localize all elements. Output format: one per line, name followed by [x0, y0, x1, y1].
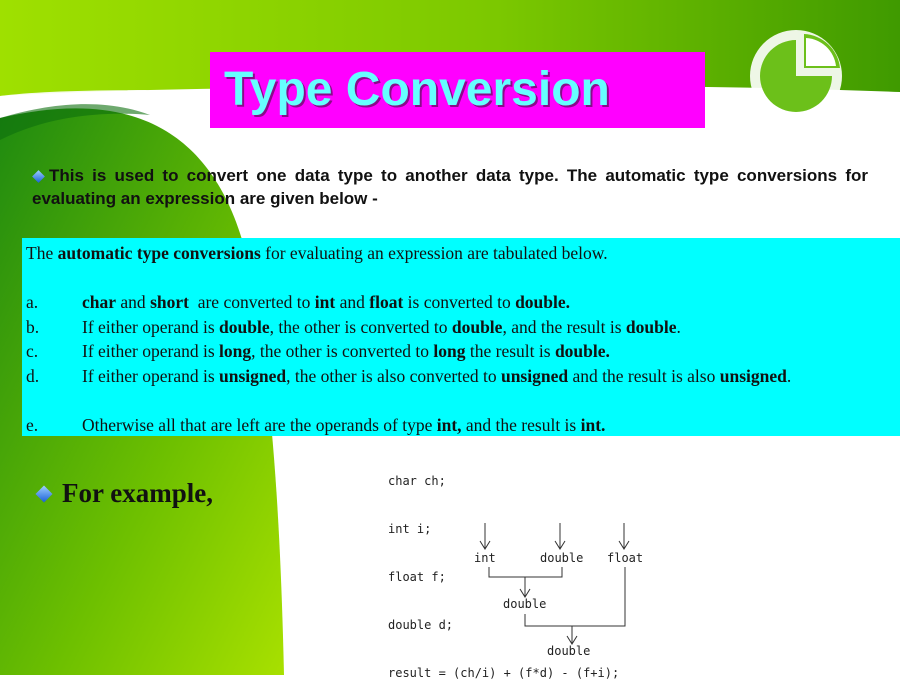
tree-node-intermediate-double: double	[503, 597, 547, 611]
rule-letter: d.	[26, 366, 40, 386]
text-fragment: .	[786, 366, 792, 386]
rule-text	[82, 413, 898, 437]
example-label-text: For example,	[62, 478, 213, 508]
text-fragment: and the result is also	[568, 366, 720, 386]
diamond-bullet-icon	[32, 170, 45, 183]
bold-term: automatic type conversions	[57, 243, 261, 263]
rule-text	[82, 339, 898, 363]
text-fragment: for evaluating an expression are tabulated below.	[260, 243, 608, 263]
text-fragment: , and the result is	[502, 317, 626, 337]
tree-node-float: float	[607, 551, 644, 565]
intro-paragraph	[32, 164, 868, 210]
rule-letter: a.	[26, 292, 39, 312]
tree-node-result-double: double	[547, 644, 591, 658]
bold-term: long	[219, 341, 252, 361]
text-fragment: Otherwise all that are left are the operands of type	[82, 415, 437, 435]
slide-title: Type Conversion	[224, 63, 610, 116]
text-fragment: , the other is also converted to	[286, 366, 501, 386]
bold-term: unsigned	[219, 366, 287, 386]
code-snippet	[388, 441, 619, 697]
text-fragment: .	[676, 317, 681, 337]
intro-text: This is used to convert one data type to another data type. The automatic type conversions for evaluating an expression are given below -	[32, 166, 868, 208]
rule-text	[82, 364, 898, 388]
logo-pie-icon	[738, 22, 860, 126]
bold-term: double.	[554, 341, 610, 361]
rules-heading	[26, 243, 608, 264]
tree-node-double: double	[540, 551, 584, 565]
text-fragment: and	[116, 292, 151, 312]
bold-term: int,	[436, 415, 462, 435]
bold-term: unsigned	[719, 366, 787, 386]
bold-term: long	[433, 341, 466, 361]
text-fragment: is converted to	[403, 292, 516, 312]
code-line: double d;	[388, 618, 454, 632]
code-line: int i;	[388, 522, 432, 536]
tree-node-int: int	[474, 551, 496, 565]
bold-term: int	[314, 292, 336, 312]
code-line: result = (ch/i) + (f*d) - (f+i);	[388, 666, 620, 680]
text-fragment: If either operand is	[82, 317, 220, 337]
text-fragment: , the other is converted to	[251, 341, 434, 361]
title-banner	[210, 52, 705, 128]
diamond-bullet-icon	[36, 485, 53, 502]
bold-term: unsigned	[500, 366, 569, 386]
bold-term: short	[150, 292, 189, 312]
text-fragment: If either operand is	[82, 366, 220, 386]
bold-term: int.	[580, 415, 606, 435]
text-fragment: are converted to	[188, 292, 315, 312]
conversion-rules-box	[22, 238, 900, 436]
rule-text	[82, 315, 898, 339]
rule-text	[82, 290, 898, 314]
text-fragment: The	[26, 243, 58, 263]
example-label	[34, 478, 213, 509]
code-line: float f;	[388, 570, 446, 584]
text-fragment: the result is	[465, 341, 555, 361]
bold-term: char	[82, 292, 117, 312]
bold-term: double.	[515, 292, 571, 312]
rule-letter: c.	[26, 341, 39, 361]
bold-term: double	[219, 317, 270, 337]
code-line: char ch;	[388, 474, 446, 488]
text-fragment: and	[335, 292, 370, 312]
rule-letter: e.	[26, 415, 39, 435]
bold-term: double	[451, 317, 503, 337]
text-fragment: If either operand is	[82, 341, 220, 361]
text-fragment: and the result is	[461, 415, 581, 435]
rule-letter: b.	[26, 317, 40, 337]
bold-term: float	[369, 292, 404, 312]
text-fragment: , the other is converted to	[269, 317, 452, 337]
bold-term: double	[625, 317, 677, 337]
